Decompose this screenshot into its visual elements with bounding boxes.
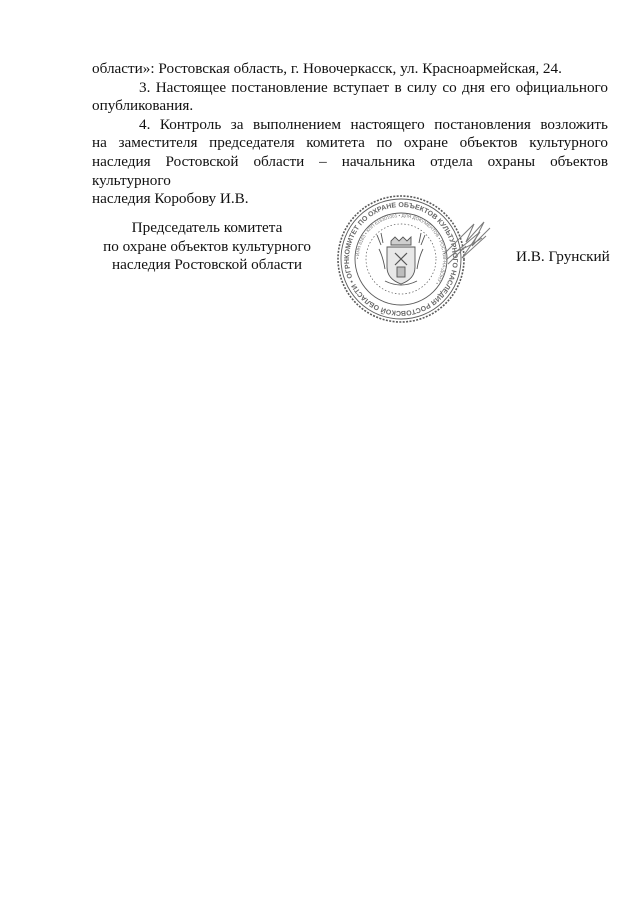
paragraph-address-tail: [92, 60, 608, 79]
svg-text:• ИНН 6163 • КПП 616301001 • Д: • ИНН 6163 • КПП 616301001 • ДЛЯ ДОКУМЕНТОВ • РОСТОВ-НА-ДОНУ •: [354, 212, 448, 286]
position-line: по охране объектов культурного: [103, 237, 311, 255]
document-body: [92, 60, 608, 209]
paragraph-item-3: [92, 79, 608, 116]
text-line: 3. Настоящее постановление вступает в силу со дня его официального: [139, 78, 608, 96]
text-line: наследия Коробову И.В.: [92, 190, 249, 208]
text-line: наследия Ростовской области – начальника отдела охраны объектов культурного: [92, 152, 608, 189]
text-line: опубликования.: [92, 97, 194, 115]
signatory-position: [96, 219, 318, 275]
svg-text:КОМИТЕТ ПО ОХРАНЕ ОБЪЕКТОВ КУЛ: КОМИТЕТ ПО ОХРАНЕ ОБЪЕКТОВ КУЛЬТУРНОГО НАСЛЕДИЯ РОСТОВСКОЙ ОБЛАСТИ • ОГРН: [343, 201, 459, 317]
position-line: Председатель комитета: [131, 219, 283, 236]
position-line: наследия Ростовской области: [112, 256, 302, 274]
text-line: на заместителя председателя комитета по охране объектов культурного: [92, 134, 608, 152]
text-line: 4. Контроль за выполнением настоящего постановления возложить: [139, 115, 608, 133]
signer-name: И.В. Грунский: [516, 248, 610, 265]
official-seal-icon: [334, 194, 494, 326]
text-line: области»: Ростовская область, г. Новочеркасск, ул. Красноармейская, 24.: [92, 60, 562, 77]
